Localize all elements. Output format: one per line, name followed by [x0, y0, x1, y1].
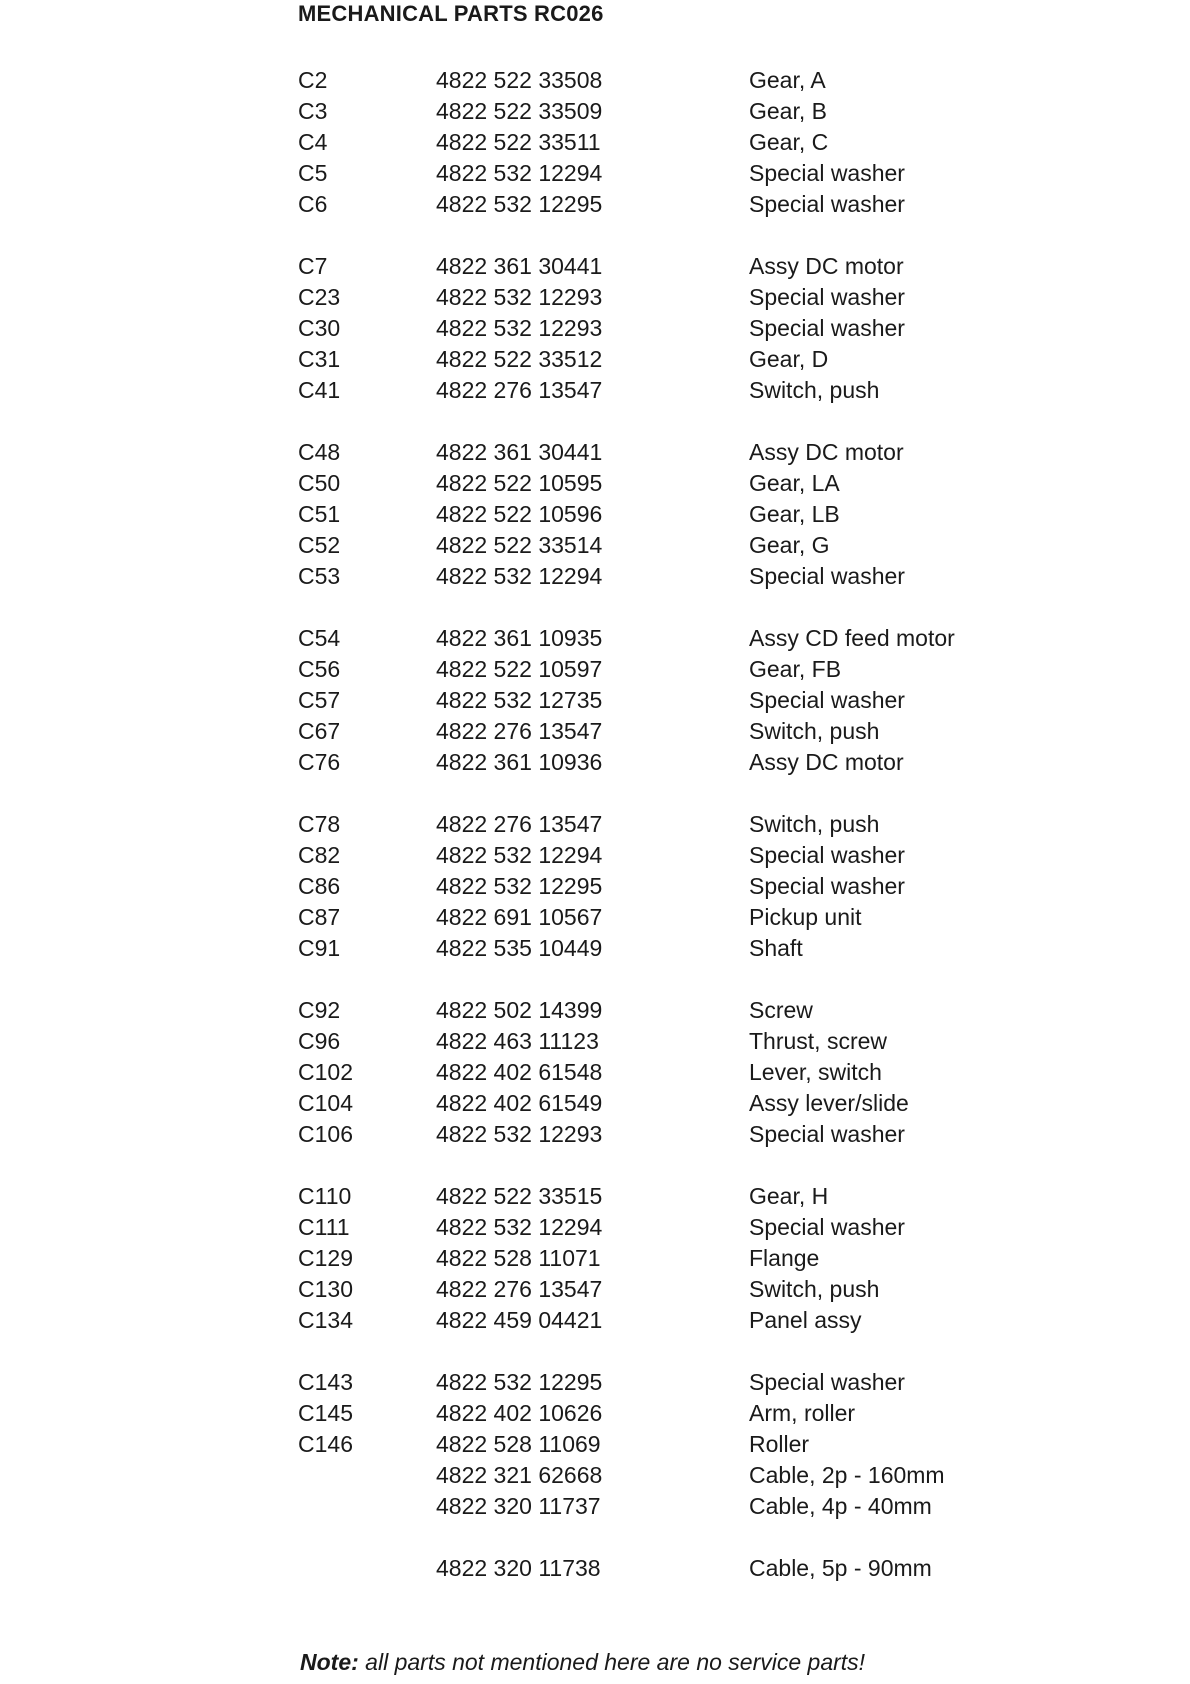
- part-number: 4822 361 10936: [436, 749, 603, 775]
- part-number: 4822 276 13547: [436, 377, 603, 403]
- part-position: C111: [298, 1214, 350, 1240]
- part-row: [0, 1429, 1190, 1460]
- part-number: 4822 522 33508: [436, 67, 603, 93]
- part-row: [0, 716, 1190, 747]
- part-number: 4822 361 10935: [436, 625, 603, 651]
- part-number: 4822 522 10596: [436, 501, 603, 527]
- page-title: MECHANICAL PARTS RC026: [298, 1, 604, 26]
- part-description: Assy DC motor: [749, 439, 904, 465]
- part-description: Special washer: [749, 1214, 905, 1240]
- part-position: C129: [298, 1245, 353, 1271]
- part-number: 4822 522 10595: [436, 470, 603, 496]
- part-description: Roller: [749, 1431, 810, 1457]
- part-row: [0, 1119, 1190, 1150]
- part-position: C102: [298, 1059, 353, 1085]
- part-description: Shaft: [749, 935, 803, 961]
- part-position: C145: [298, 1400, 353, 1426]
- part-description: Assy lever/slide: [749, 1090, 909, 1116]
- parts-group: [0, 1181, 1190, 1336]
- part-row: [0, 809, 1190, 840]
- part-position: C30: [298, 315, 341, 341]
- part-position: C3: [298, 98, 328, 124]
- part-row: [0, 375, 1190, 406]
- part-number: 4822 320 11738: [436, 1555, 601, 1581]
- part-position: C92: [298, 997, 341, 1023]
- footnote: [300, 1647, 865, 1677]
- part-row: [0, 127, 1190, 158]
- part-row: [0, 933, 1190, 964]
- part-description: Gear, LA: [749, 470, 840, 496]
- part-number: 4822 463 11123: [436, 1028, 599, 1054]
- part-row: [0, 282, 1190, 313]
- part-position: C134: [298, 1307, 353, 1333]
- part-description: Assy CD feed motor: [749, 625, 955, 651]
- part-description: Panel assy: [749, 1307, 862, 1333]
- part-row: [0, 1553, 1190, 1584]
- part-position: C23: [298, 284, 341, 310]
- part-number: 4822 532 12293: [436, 1121, 603, 1147]
- part-number: 4822 502 14399: [436, 997, 603, 1023]
- part-description: Special washer: [749, 687, 905, 713]
- part-description: Special washer: [749, 160, 905, 186]
- part-description: Gear, LB: [749, 501, 840, 527]
- part-number: 4822 522 33515: [436, 1183, 603, 1209]
- part-description: Pickup unit: [749, 904, 862, 930]
- part-position: C5: [298, 160, 328, 186]
- part-number: 4822 522 10597: [436, 656, 603, 682]
- part-number: 4822 522 33514: [436, 532, 603, 558]
- part-number: 4822 276 13547: [436, 718, 603, 744]
- parts-list: [0, 65, 1190, 1615]
- part-position: C2: [298, 67, 328, 93]
- part-number: 4822 691 10567: [436, 904, 603, 930]
- part-position: C31: [298, 346, 341, 372]
- part-description: Switch, push: [749, 811, 880, 837]
- part-number: 4822 532 12293: [436, 315, 603, 341]
- part-row: [0, 995, 1190, 1026]
- part-position: C143: [298, 1369, 353, 1395]
- part-number: 4822 528 11069: [436, 1431, 601, 1457]
- part-description: Special washer: [749, 873, 905, 899]
- part-description: Switch, push: [749, 1276, 880, 1302]
- parts-group: [0, 1553, 1190, 1584]
- part-row: [0, 1305, 1190, 1336]
- part-row: [0, 530, 1190, 561]
- part-row: [0, 1088, 1190, 1119]
- part-description: Gear, C: [749, 129, 829, 155]
- part-description: Special washer: [749, 842, 905, 868]
- part-number: 4822 532 12735: [436, 687, 603, 713]
- part-position: C86: [298, 873, 341, 899]
- part-description: Assy DC motor: [749, 253, 904, 279]
- part-description: Switch, push: [749, 718, 880, 744]
- part-position: C52: [298, 532, 341, 558]
- footnote-text: all parts not mentioned here are no service parts!: [358, 1649, 866, 1675]
- part-description: Cable, 2p - 160mm: [749, 1462, 945, 1488]
- parts-group: [0, 65, 1190, 220]
- part-position: C7: [298, 253, 328, 279]
- part-position: C78: [298, 811, 341, 837]
- part-description: Arm, roller: [749, 1400, 856, 1426]
- part-position: C87: [298, 904, 341, 930]
- part-description: Special washer: [749, 1121, 905, 1147]
- part-row: [0, 654, 1190, 685]
- part-description: Screw: [749, 997, 813, 1023]
- part-position: C82: [298, 842, 341, 868]
- part-row: [0, 1212, 1190, 1243]
- part-description: Lever, switch: [749, 1059, 882, 1085]
- part-number: 4822 532 12294: [436, 1214, 603, 1240]
- part-number: 4822 276 13547: [436, 811, 603, 837]
- part-description: Special washer: [749, 1369, 905, 1395]
- parts-group: [0, 995, 1190, 1150]
- part-number: 4822 532 12294: [436, 842, 603, 868]
- footnote-label: Note:: [300, 1649, 359, 1675]
- part-number: 4822 532 12295: [436, 1369, 603, 1395]
- part-number: 4822 276 13547: [436, 1276, 603, 1302]
- part-row: [0, 1274, 1190, 1305]
- part-number: 4822 320 11737: [436, 1493, 601, 1519]
- part-number: 4822 402 61549: [436, 1090, 603, 1116]
- part-description: Gear, G: [749, 532, 830, 558]
- part-position: C104: [298, 1090, 353, 1116]
- part-position: C110: [298, 1183, 352, 1209]
- part-position: C50: [298, 470, 341, 496]
- part-position: C96: [298, 1028, 341, 1054]
- part-row: [0, 1367, 1190, 1398]
- part-description: Flange: [749, 1245, 820, 1271]
- part-row: [0, 189, 1190, 220]
- part-row: [0, 158, 1190, 189]
- part-row: [0, 871, 1190, 902]
- part-number: 4822 522 33512: [436, 346, 603, 372]
- part-row: [0, 437, 1190, 468]
- part-number: 4822 532 12295: [436, 873, 603, 899]
- part-position: C51: [298, 501, 341, 527]
- part-row: [0, 1398, 1190, 1429]
- part-description: Gear, FB: [749, 656, 842, 682]
- part-number: 4822 532 12293: [436, 284, 603, 310]
- part-description: Gear, D: [749, 346, 829, 372]
- part-row: [0, 313, 1190, 344]
- part-row: [0, 747, 1190, 778]
- part-number: 4822 522 33511: [436, 129, 601, 155]
- part-row: [0, 1243, 1190, 1274]
- parts-group: [0, 623, 1190, 778]
- part-description: Cable, 4p - 40mm: [749, 1493, 932, 1519]
- part-position: C91: [298, 935, 341, 961]
- part-row: [0, 499, 1190, 530]
- part-position: C106: [298, 1121, 353, 1147]
- part-row: [0, 1460, 1190, 1491]
- part-description: Special washer: [749, 315, 905, 341]
- part-row: [0, 561, 1190, 592]
- part-description: Switch, push: [749, 377, 880, 403]
- parts-group: [0, 809, 1190, 964]
- part-position: C76: [298, 749, 341, 775]
- part-number: 4822 459 04421: [436, 1307, 603, 1333]
- part-row: [0, 344, 1190, 375]
- part-position: C56: [298, 656, 341, 682]
- part-row: [0, 685, 1190, 716]
- part-description: Special washer: [749, 563, 905, 589]
- part-row: [0, 902, 1190, 933]
- part-position: C54: [298, 625, 341, 651]
- part-description: Special washer: [749, 284, 905, 310]
- part-number: 4822 532 12295: [436, 191, 603, 217]
- parts-group: [0, 1367, 1190, 1522]
- part-row: [0, 1181, 1190, 1212]
- part-position: C57: [298, 687, 341, 713]
- part-description: Assy DC motor: [749, 749, 904, 775]
- part-number: 4822 528 11071: [436, 1245, 601, 1271]
- part-description: Thrust, screw: [749, 1028, 888, 1054]
- part-row: [0, 1026, 1190, 1057]
- parts-group: [0, 437, 1190, 592]
- part-row: [0, 468, 1190, 499]
- part-row: [0, 623, 1190, 654]
- parts-group: [0, 251, 1190, 406]
- part-description: Gear, H: [749, 1183, 829, 1209]
- part-description: Gear, A: [749, 67, 826, 93]
- part-row: [0, 251, 1190, 282]
- part-position: C4: [298, 129, 328, 155]
- part-position: C53: [298, 563, 341, 589]
- part-row: [0, 1057, 1190, 1088]
- part-number: 4822 321 62668: [436, 1462, 603, 1488]
- part-position: C146: [298, 1431, 353, 1457]
- part-number: 4822 535 10449: [436, 935, 603, 961]
- part-position: C41: [298, 377, 341, 403]
- part-number: 4822 361 30441: [436, 439, 603, 465]
- part-row: [0, 65, 1190, 96]
- part-description: Special washer: [749, 191, 905, 217]
- part-description: Gear, B: [749, 98, 827, 124]
- part-row: [0, 840, 1190, 871]
- part-description: Cable, 5p - 90mm: [749, 1555, 932, 1581]
- part-position: C67: [298, 718, 341, 744]
- part-number: 4822 532 12294: [436, 160, 603, 186]
- part-number: 4822 361 30441: [436, 253, 603, 279]
- part-position: C48: [298, 439, 341, 465]
- part-number: 4822 532 12294: [436, 563, 603, 589]
- part-number: 4822 402 61548: [436, 1059, 603, 1085]
- part-number: 4822 402 10626: [436, 1400, 603, 1426]
- part-row: [0, 96, 1190, 127]
- part-position: C130: [298, 1276, 353, 1302]
- part-row: [0, 1491, 1190, 1522]
- part-position: C6: [298, 191, 328, 217]
- part-number: 4822 522 33509: [436, 98, 603, 124]
